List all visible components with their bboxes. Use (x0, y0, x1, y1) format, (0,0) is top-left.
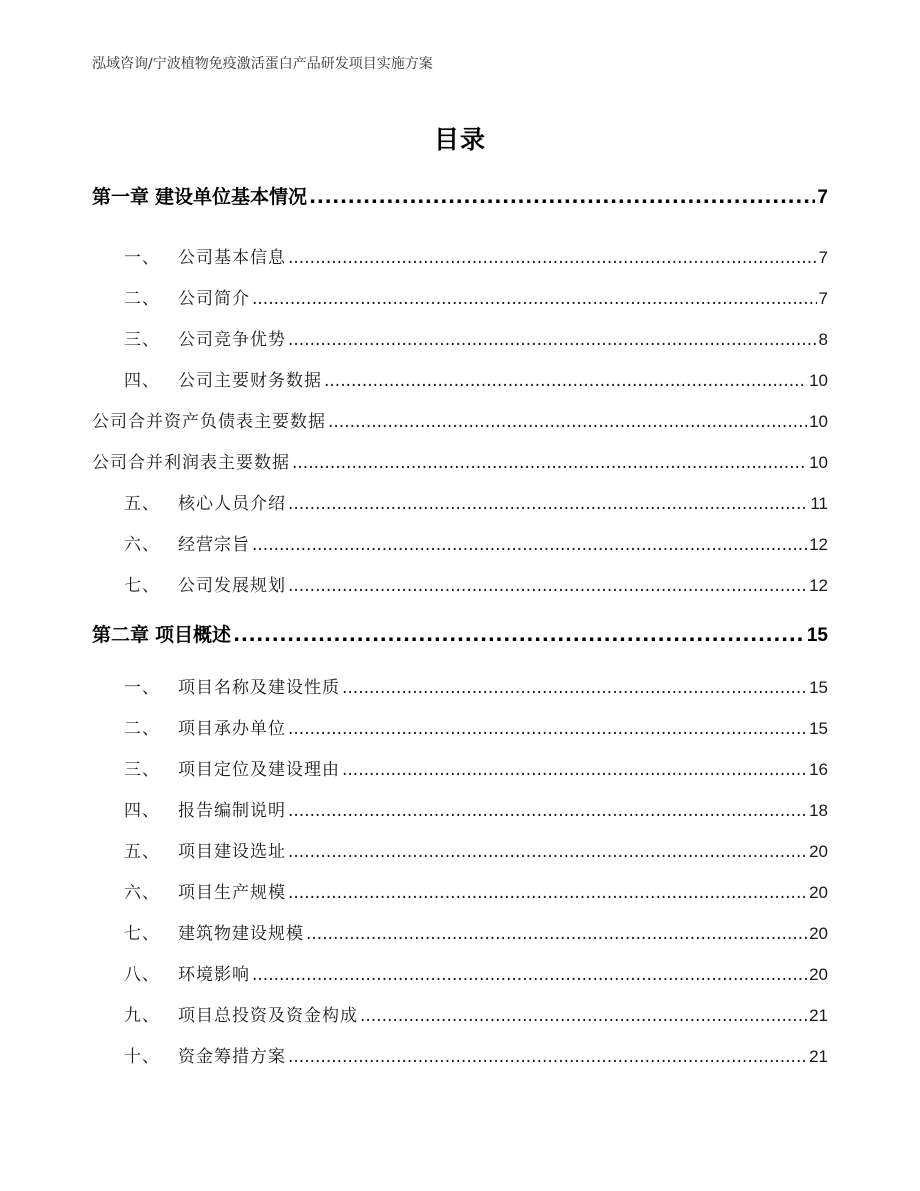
toc-section[interactable] (92, 572, 828, 600)
section-label (92, 449, 290, 477)
section-label (92, 326, 286, 354)
section-title: 公司简介 (178, 289, 250, 309)
section-title: 项目名称及建设性质 (178, 678, 340, 698)
section-number: 八、 (124, 965, 160, 985)
dot-leader (288, 797, 807, 825)
section-title: 公司发展规划 (178, 576, 286, 596)
section-title: 建筑物建设规模 (178, 924, 304, 944)
page-number: 12 (809, 576, 828, 595)
section-number: 六、 (124, 535, 160, 555)
toc-section[interactable] (92, 285, 828, 313)
section-label (92, 1043, 286, 1071)
section-label (92, 838, 286, 866)
page-number: 21 (809, 1047, 828, 1066)
page-number: 8 (818, 330, 828, 349)
section-number: 一、 (124, 678, 160, 698)
section-label (92, 920, 304, 948)
section-label (92, 490, 286, 518)
chapter-title: 建设单位基本情况 (155, 186, 308, 208)
page-number: 15 (806, 625, 828, 646)
section-label (92, 756, 340, 784)
section-title: 公司合并利润表主要数据 (92, 453, 290, 473)
dot-leader (288, 326, 817, 354)
section-title: 公司竞争优势 (178, 330, 286, 350)
section-number: 二、 (124, 719, 160, 739)
toc-chapter-2[interactable] (92, 620, 828, 650)
toc-section[interactable] (92, 756, 828, 784)
toc-section[interactable] (92, 531, 828, 559)
toc-section[interactable] (92, 797, 828, 825)
page-number: 7 (818, 289, 828, 308)
section-title: 公司主要财务数据 (178, 371, 322, 391)
section-label (92, 674, 340, 702)
page-number: 15 (809, 678, 828, 697)
chapter-label (92, 182, 307, 212)
dot-leader (324, 367, 807, 395)
dot-leader (360, 1002, 807, 1030)
toc-section[interactable] (92, 1043, 828, 1071)
dot-leader (288, 879, 807, 907)
toc-title: 目录 (433, 125, 486, 154)
section-number: 五、 (124, 842, 160, 862)
toc-section[interactable] (92, 244, 828, 272)
dot-leader (288, 1043, 807, 1071)
toc-section[interactable] (92, 367, 828, 395)
section-number: 十、 (124, 1047, 160, 1067)
running-header: 泓域咨询/宁波植物免疫激活蛋白产品研发项目实施方案 (92, 56, 433, 72)
page-number: 12 (809, 535, 828, 554)
dot-leader (342, 756, 807, 784)
dot-leader (288, 572, 807, 600)
dot-leader (233, 620, 805, 650)
section-title: 项目生产规模 (178, 883, 286, 903)
dot-leader (306, 920, 807, 948)
toc-section[interactable] (92, 674, 828, 702)
section-label (92, 367, 322, 395)
toc-section[interactable] (92, 715, 828, 743)
page-number: 7 (817, 187, 828, 208)
page-number: 20 (809, 842, 828, 861)
dot-leader (292, 449, 807, 477)
section-title: 经营宗旨 (178, 535, 250, 555)
dot-leader (309, 182, 815, 212)
section-number: 六、 (124, 883, 160, 903)
section-label (92, 715, 286, 743)
toc-section[interactable] (92, 326, 828, 354)
dot-leader (252, 961, 807, 989)
section-label (92, 244, 286, 272)
dot-leader (288, 715, 807, 743)
chapter-title: 项目概述 (155, 624, 232, 646)
section-number: 一、 (124, 248, 160, 268)
toc-section[interactable] (92, 838, 828, 866)
toc-section[interactable] (92, 1002, 828, 1030)
section-label (92, 531, 250, 559)
section-label (92, 797, 286, 825)
page-number: 21 (809, 1006, 828, 1025)
page-number: 10 (809, 371, 828, 390)
section-title: 项目承办单位 (178, 719, 286, 739)
page-number: 18 (809, 801, 828, 820)
section-label (92, 285, 250, 313)
chapter-number: 第一章 (92, 186, 150, 208)
section-title: 公司基本信息 (178, 248, 286, 268)
section-title: 公司合并资产负债表主要数据 (92, 412, 326, 432)
section-title: 报告编制说明 (178, 801, 286, 821)
page-number: 11 (810, 494, 828, 513)
section-title: 资金筹措方案 (178, 1047, 286, 1067)
section-title: 项目建设选址 (178, 842, 286, 862)
section-title: 项目定位及建设理由 (178, 760, 340, 780)
toc-section[interactable] (92, 961, 828, 989)
section-title: 项目总投资及资金构成 (178, 1006, 358, 1026)
chapter-label (92, 620, 231, 650)
section-label (92, 879, 286, 907)
dot-leader (328, 408, 807, 436)
section-label (92, 572, 286, 600)
section-number: 三、 (124, 760, 160, 780)
dot-leader (342, 674, 807, 702)
section-title: 环境影响 (178, 965, 250, 985)
dot-leader (288, 838, 807, 866)
chapter-number: 第二章 (92, 624, 150, 646)
page-number: 20 (809, 965, 828, 984)
toc-section[interactable] (92, 920, 828, 948)
toc-section[interactable] (92, 879, 828, 907)
section-number: 五、 (124, 494, 160, 514)
dot-leader (252, 531, 807, 559)
toc-subsection[interactable] (92, 449, 828, 477)
section-label (92, 1002, 358, 1030)
dot-leader (252, 285, 817, 313)
section-label (92, 408, 326, 436)
section-number: 九、 (124, 1006, 160, 1026)
table-of-contents (92, 0, 828, 1191)
section-number: 七、 (124, 924, 160, 944)
section-number: 三、 (124, 330, 160, 350)
page-number: 20 (809, 924, 828, 943)
page-number: 7 (818, 248, 828, 267)
toc-subsection[interactable] (92, 408, 828, 436)
section-number: 四、 (124, 801, 160, 821)
dot-leader (288, 490, 808, 518)
page-number: 20 (809, 883, 828, 902)
section-number: 四、 (124, 371, 160, 391)
section-label (92, 961, 250, 989)
page-number: 15 (809, 719, 828, 738)
section-title: 核心人员介绍 (178, 494, 286, 514)
toc-chapter-1[interactable] (92, 182, 828, 212)
page-number: 16 (809, 760, 828, 779)
dot-leader (288, 244, 817, 272)
section-number: 七、 (124, 576, 160, 596)
page-number: 10 (809, 412, 828, 431)
section-number: 二、 (124, 289, 160, 309)
toc-section[interactable] (92, 490, 828, 518)
page-number: 10 (809, 453, 828, 472)
